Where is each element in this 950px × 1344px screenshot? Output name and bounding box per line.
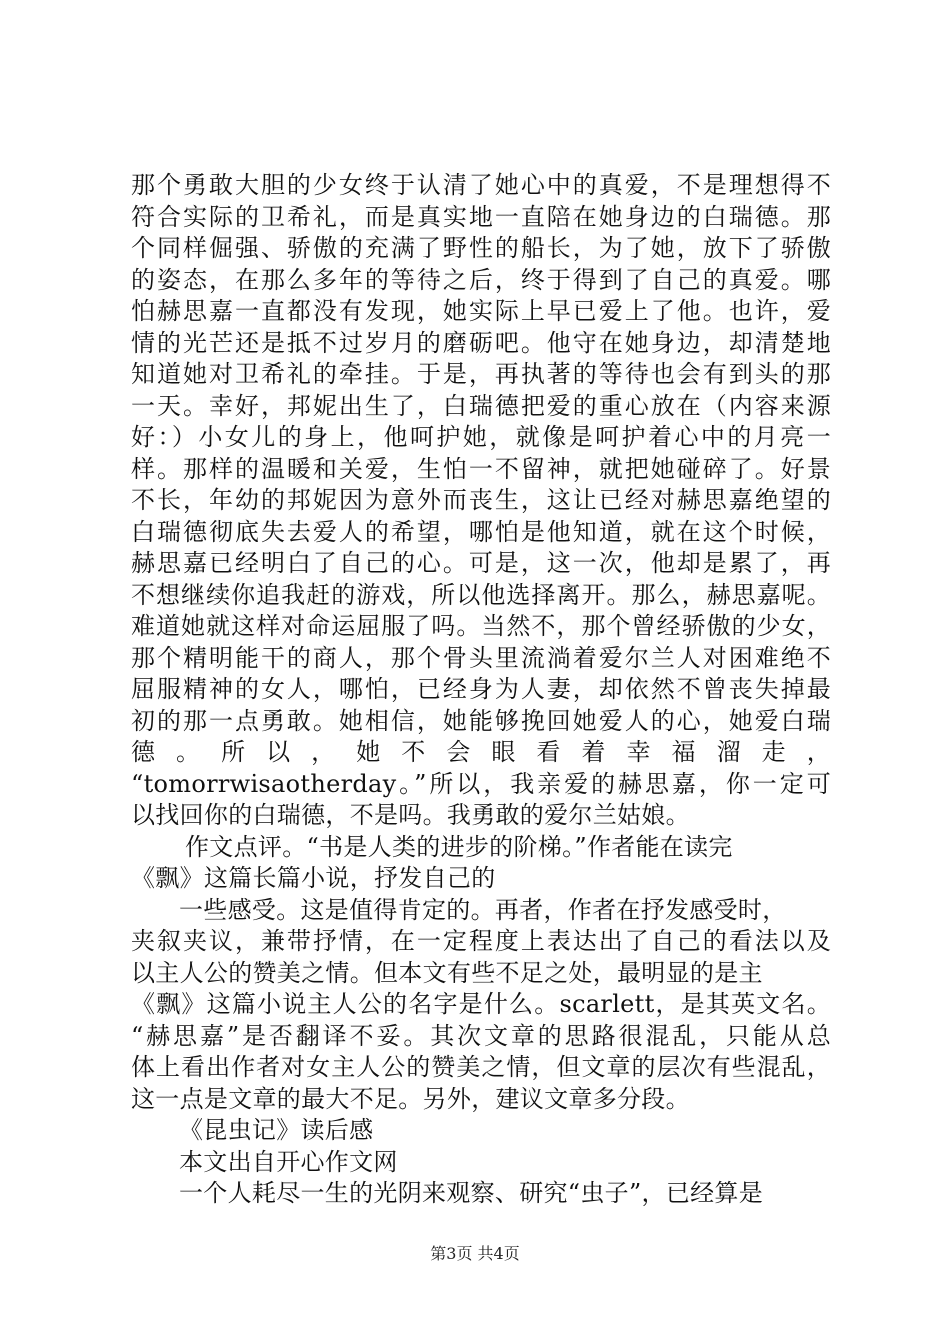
- text-line: “tomorrwisaotherday。”所以，我亲爱的赫思嘉，你一定可: [131, 769, 831, 798]
- text-line: 德 。 所 以 ， 她 不 会 眼 看 着 幸 福 溜 走 ，: [131, 738, 831, 766]
- text-line: “赫思嘉”是否翻译不妥。其次文章的思路很混乱，只能从总: [131, 1021, 831, 1050]
- text-line: 《飘》这篇小说主人公的名字是什么。scarlett，是其英文名。: [131, 990, 831, 1018]
- body-text: [131, 170, 831, 1210]
- text-line: 一些感受。这是值得肯定的。再者，作者在抒发感受时，: [179, 895, 787, 924]
- page-number-footer: 第3页 共4页: [430, 1244, 520, 1263]
- text-line: 那个勇敢大胆的少女终于认清了她心中的真爱，不是理想得不: [131, 171, 831, 199]
- text-line: 夹叙夹议，兼带抒情，在一定程度上表达出了自己的看法以及: [131, 927, 831, 955]
- text-line: 一天。幸好，邦妮出生了，白瑞德把爱的重心放在（内容来源: [131, 391, 831, 420]
- text-line: 初的那一点勇敢。她相信，她能够挽回她爱人的心，她爱白瑞: [131, 706, 831, 735]
- text-line: 体上看出作者对女主人公的赞美之情，但文章的层次有些混乱，: [131, 1053, 831, 1081]
- text-line: 好：）小女儿的身上，他呵护她，就像是呵护着心中的月亮一: [131, 423, 831, 451]
- text-line: 屈服精神的女人，哪怕，已经身为人妻，却依然不曾丧失掉最: [131, 675, 831, 703]
- text-line: 样。那样的温暖和关爱，生怕一不留神，就把她碰碎了。好景: [131, 454, 831, 483]
- text-line: 赫思嘉已经明白了自己的心。可是，这一次，他却是累了，再: [131, 549, 831, 577]
- text-line: 不想继续你追我赶的游戏，所以他选择离开。那么，赫思嘉呢。: [131, 580, 831, 609]
- text-line: 怕赫思嘉一直都没有发现，她实际上早已爱上了他。也许，爱: [131, 297, 831, 325]
- section-title: 《昆虫记》读后感: [179, 1116, 374, 1144]
- text-line: 情的光芒还是抵不过岁月的磨砺吧。他守在她身边，却清楚地: [131, 328, 831, 357]
- comment-heading-line: 作文点评。“书是人类的进步的阶梯。”作者能在读完: [185, 832, 733, 861]
- source-line: 本文出自开心作文网: [179, 1147, 398, 1176]
- text-line: 的姿态，在那么多年的等待之后，终于得到了自己的真爱。哪: [131, 265, 831, 294]
- text-line: 不长，年幼的邦妮因为意外而丧生，这让已经对赫思嘉绝望的: [131, 486, 831, 514]
- text-line: 难道她就这样对命运屈服了吗。当然不，那个曾经骄傲的少女，: [131, 612, 831, 640]
- text-line: 以主人公的赞美之情。但本文有些不足之处，最明显的是主: [131, 958, 763, 987]
- text-line: 以找回你的白瑞德，不是吗。我勇敢的爱尔兰姑娘。: [131, 801, 690, 829]
- text-line: 那个精明能干的商人，那个骨头里流淌着爱尔兰人对困难绝不: [131, 643, 831, 672]
- text-line: 一个人耗尽一生的光阴来观察、研究“虫子”，已经算是: [179, 1179, 764, 1207]
- text-line: 《飘》这篇长篇小说，抒发自己的: [131, 864, 496, 892]
- text-line: 个同样倔强、骄傲的充满了野性的船长，为了她，放下了骄傲: [131, 234, 831, 262]
- text-line: 符合实际的卫希礼，而是真实地一直陪在她身边的白瑞德。那: [131, 202, 831, 231]
- text-line: 白瑞德彻底失去爱人的希望，哪怕是他知道，就在这个时候，: [131, 517, 831, 546]
- text-line: 这一点是文章的最大不足。另外，建议文章多分段。: [131, 1084, 690, 1113]
- text-line: 知道她对卫希礼的牵挂。于是，再执著的等待也会有到头的那: [131, 360, 831, 388]
